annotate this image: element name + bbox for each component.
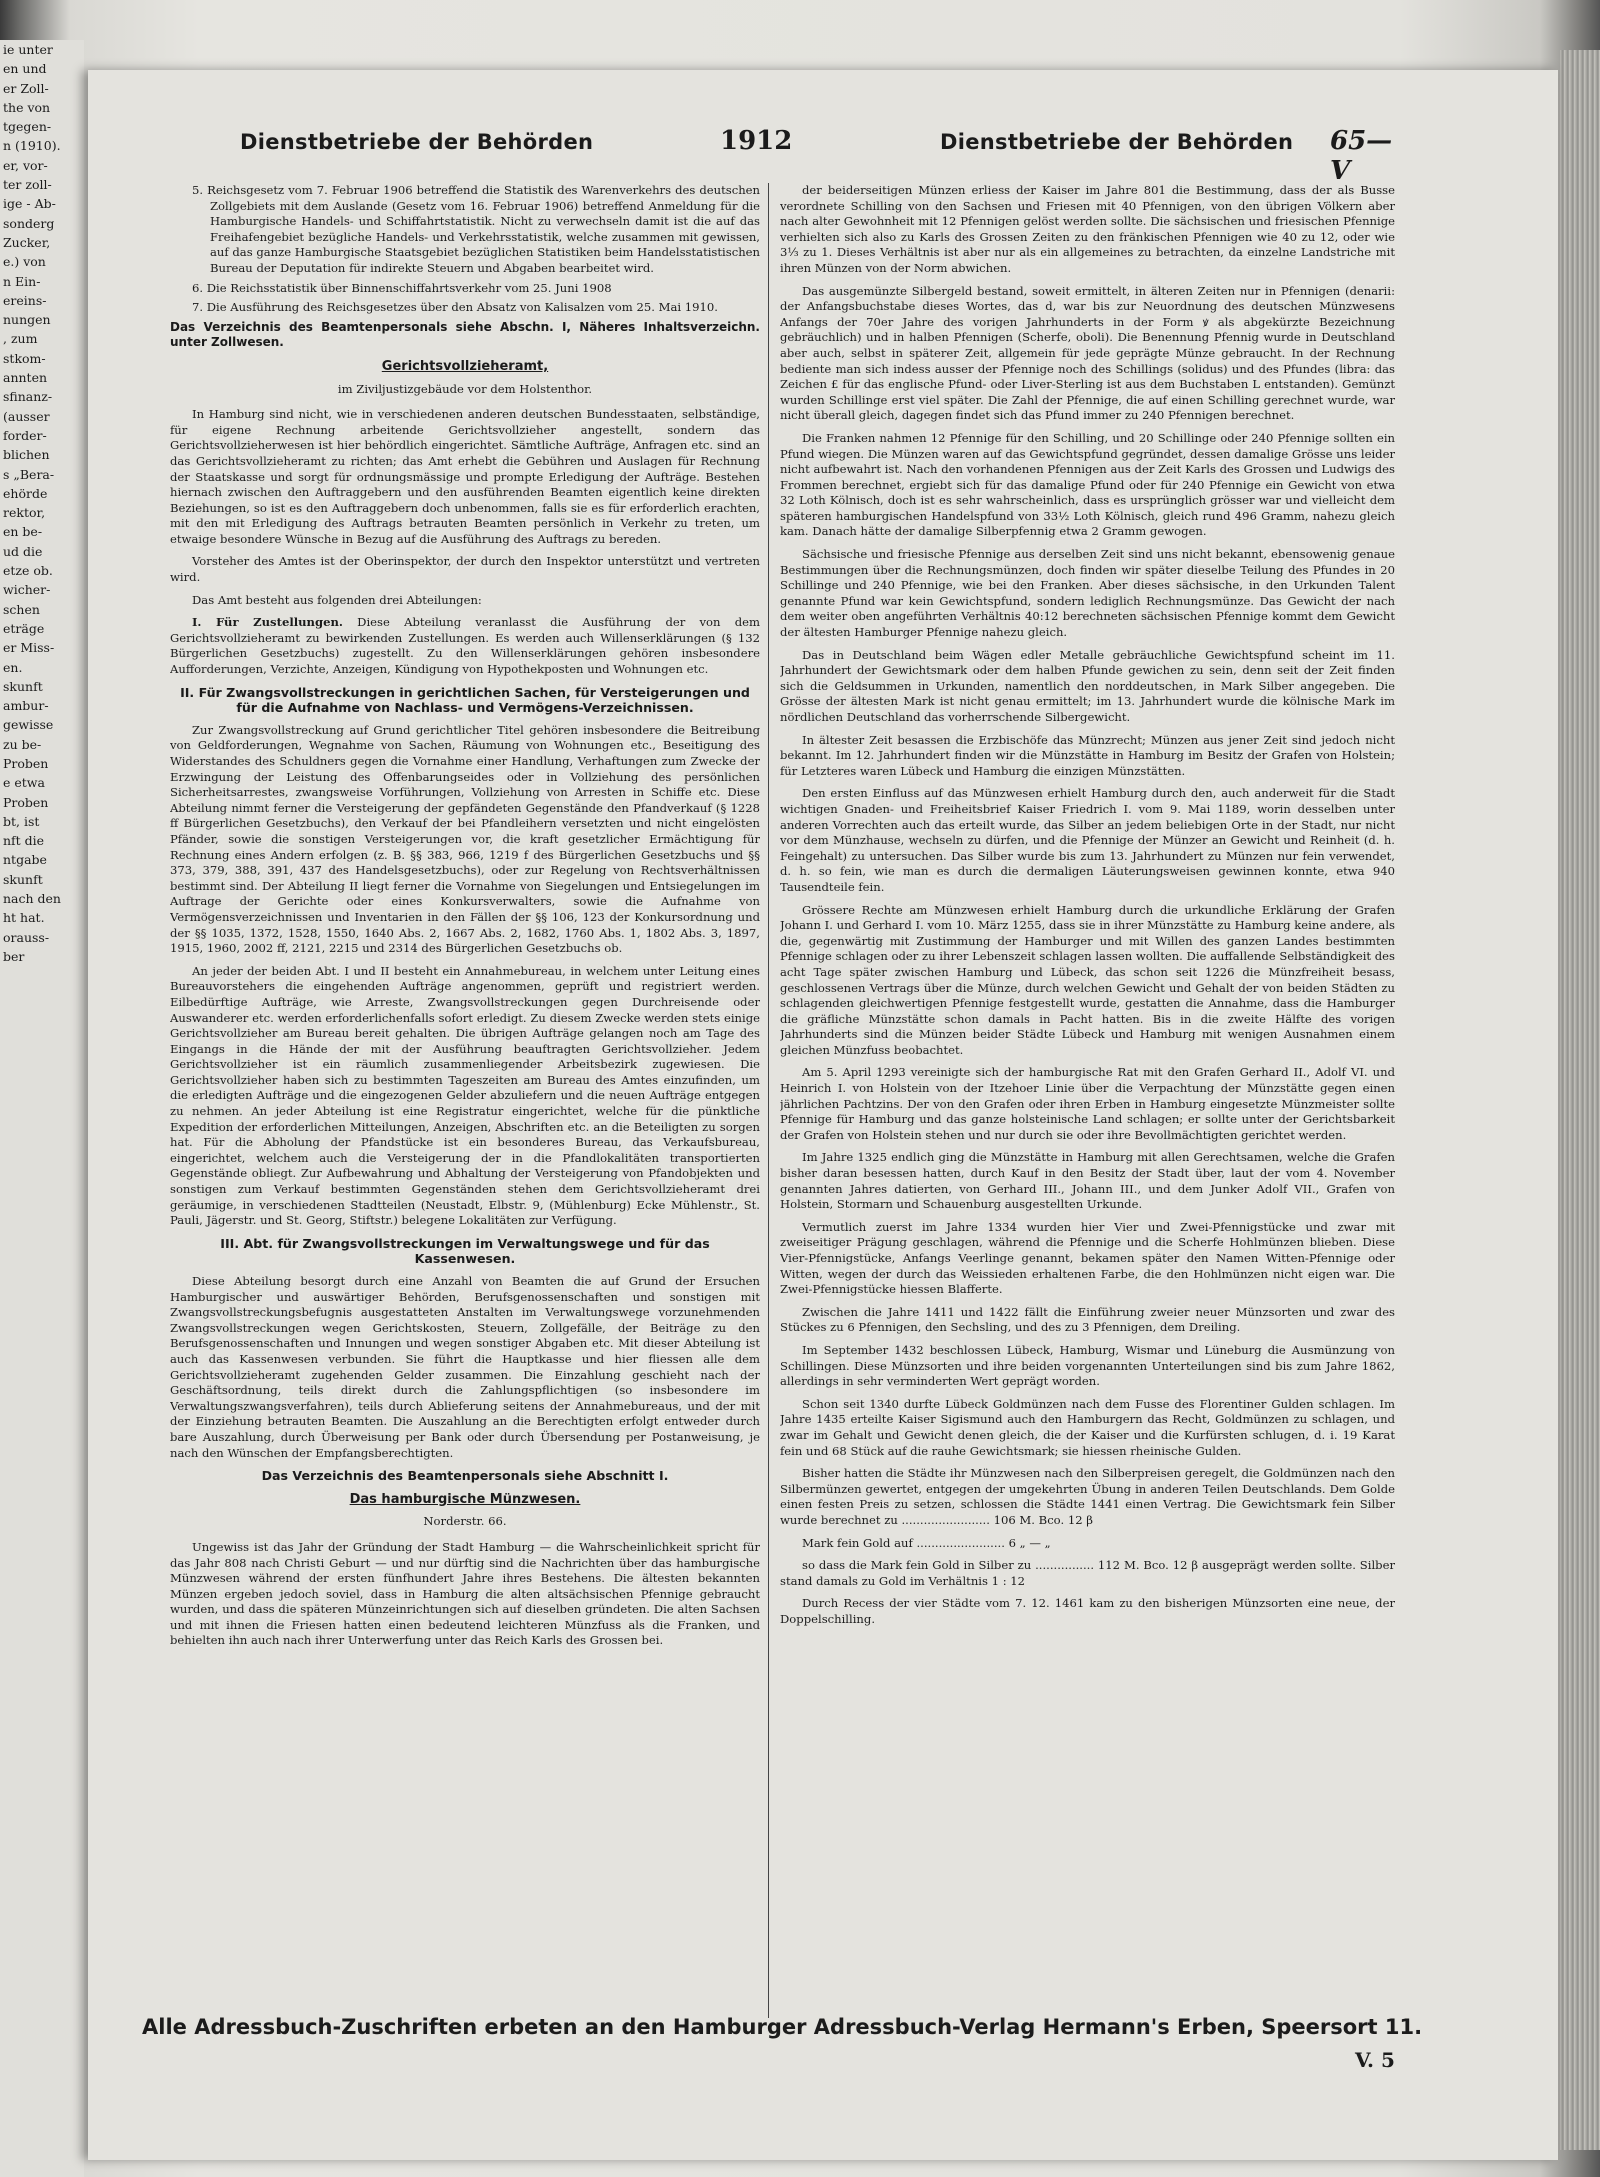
list-item: 7. Die Ausführung des Reichsgesetzes über den Absatz von Kalisalzen vom 25. Mai 1910. xyxy=(192,300,718,315)
edge-text-fragment: ambur- xyxy=(3,698,49,714)
edge-text-fragment: skunft xyxy=(3,871,43,887)
paragraph: Die Franken nahmen 12 Pfennige für den Schilling, und 20 Schillinge oder 240 Pfennige sollten ein Pfund wiegen. Die Münzen waren auf das Gewichtspfund gegründet, dessen damalige Grösse uns leider nicht aufbewahrt ist. Nach den vorhandenen Pfennigen aus der Zeit Karls des Grossen und Ludwigs des Frommen berechnet, ergiebt sich für das damalige Pfund oder für 240 Pfennige ein Gewicht von etwa 32 Loth Kölnisch, doch ist es sehr wahrscheinlich, dass es ursprünglich grösser war und vielleicht dem späteren hamburgischen Handelspfund von 33½ Loth Kölnisch, gleich rund 496 Gramm, nahezu gleich kam. Danach hätte der damalige Silberpfennig etwa 2 Gramm gewogen. xyxy=(780,430,1395,539)
edge-text-fragment: e.) von xyxy=(3,254,46,270)
paragraph: der beiderseitigen Münzen erliess der Kaiser im Jahre 801 die Bestimmung, dass der als Busse verordnete Schilling von den Sachsen und Friesen mit 40 Pfennigen, von den übrigen Völkern aber nach alter Gewohnheit mit 12 Pfennigen gelöst werden sollte. Die sächsischen und friesischen Pfennige verhielten sich also zu Karls des Grossen Zeiten zu den fränkischen Pfennigen wie 40 zu 12, oder wie 3⅓ zu 1. Dieses Verhältnis ist aber nur als ein allgemeines zu betrachten, da einzelne Landstriche mit ihren Münzen von der Norm abwichen. xyxy=(780,183,1395,275)
edge-text-fragment: sfinanz- xyxy=(3,389,53,405)
section-title: III. Abt. für Zwangsvollstreckungen im Verwaltungswege und für das Kassenwesen. xyxy=(220,1235,710,1267)
edge-text-fragment: (ausser xyxy=(3,408,50,424)
paragraph: Sächsische und friesische Pfennige aus derselben Zeit sind uns nicht bekannt, ebensowenig genaue Bestimmungen über die Rechnungsmünzen, doch finden wir später dieselbe Teilung des Pfundes in 20 Schillinge und 240 Pfennige, wie bei den Franken. Aber dieses sächsische, in den Urkunden Talent genannte Pfund war kein Gewichtspfund, sondern lediglich Rechnungsmünze. Das Gewicht der nach dem weiter oben angeführten Verhältnis 40:12 berechneten sächsischen Pfennige kommt dem Gewicht der ältesten Hamburger Pfennige nahezu gleich. xyxy=(780,547,1395,640)
paragraph: Mark fein Gold auf ........................ 6 „ — „ xyxy=(802,1535,1051,1550)
edge-text-fragment: n (1910). xyxy=(3,138,61,154)
edge-text-fragment: en und xyxy=(3,61,47,77)
edge-text-fragment: Proben xyxy=(3,794,49,810)
edge-text-fragment: ereins- xyxy=(3,292,47,308)
edge-text-fragment: ige - Ab- xyxy=(3,196,56,212)
edge-text-fragment: skunft xyxy=(3,678,43,694)
edge-text-fragment: ntgabe xyxy=(3,852,47,868)
section-heading: Das hamburgische Münzwesen. xyxy=(349,1491,581,1507)
edge-text-fragment: en. xyxy=(3,659,23,675)
edge-text-fragment: forder- xyxy=(3,427,47,443)
paragraph: Zwischen die Jahre 1411 und 1422 fällt die Einführung zweier neuer Münzsorten und zwar des Stückes zu 6 Pfennigen, den Sechsling, und des zu 3 Pfennigen, dem Dreiling. xyxy=(780,1304,1395,1335)
edge-text-fragment: nungen xyxy=(3,312,51,328)
edge-text-fragment: nach den xyxy=(3,891,61,907)
footer-advert: Alle Adressbuch-Zuschriften erbeten an den Hamburger Adressbuch-Verlag Hermann's Erben, Speersort 11. xyxy=(142,2015,1423,2039)
edge-text-fragment: eträge xyxy=(3,620,45,636)
page-header xyxy=(150,124,1400,186)
edge-text-fragment: nft die xyxy=(3,833,45,849)
paragraph: Vermutlich zuerst im Jahre 1334 wurden hier Vier und Zwei-Pfennigstücke und zwar mit zweiseitiger Prägung geschlagen, während die Pfennige und die Scherfe Hohlmünzen blieben. Diese Vier-Pfennigstücke, Anfangs Veerlinge genannt, bekamen später den Namen Witten-Pfennige oder Witten, wegen der durch das Weissieden erhaltenen Farbe, die den Hohlmünzen nicht eigen war. Die Zwei-Pfennigstücke hiessen Blafferte. xyxy=(780,1219,1395,1297)
edge-text-fragment: zu be- xyxy=(3,736,42,752)
previous-page-edge xyxy=(0,40,84,2177)
edge-text-fragment: ter zoll- xyxy=(3,177,52,193)
section-text: Diese Abteilung veranlasst die Ausführung der von dem Gerichtsvollzieheramt zu bewirkenden Zustellungen. Es werden auch Willenserklärungen (§ 132 Bürgerlichen Gesetzbuchs) zugestellt. Zu den Willenserklärungen gehören insbesondere Aufforderungen, Verzichte, Anzeigen, Kündigung von Hypothekposten und Wohnungen etc. xyxy=(170,615,760,677)
paragraph: Durch Recess der vier Städte vom 7. 12. 1461 kam zu den bisherigen Münzsorten eine neue, der Doppelschilling. xyxy=(780,1596,1395,1626)
section-heading: Gerichtsvollzieheramt, xyxy=(381,358,549,374)
paragraph: Das ausgemünzte Silbergeld bestand, soweit ermittelt, in älteren Zeiten nur in Pfennigen (denarii: der Anfangsbuchstabe dieses Wortes, das d, war bis zur Neuordnung des deutschen Münzwesens Anfangs der 70er Jahre des vorigen Jahrhunderts in der Form ꝟ als abgekürzte Bezeichnung gebräuchlich) und in halben Pfennigen (Scherfe, oboli). Die Benennung Pfennig wurde in Deutschland aber auch, selbst in späterer Zeit, allgemein für jede geprägte Münze gebraucht. In der Rechnung bediente man sich indess ausser der Pfennige noch des Schillings (solidus) und des Pfundes (libra: das Zeichen £ für das englische Pfund- oder Liver-Sterling ist aus dem Buchstaben L entstanden). Gemünzt wurden Schillinge erst viel später. Die Zahl der Pfennige, die auf einen Schilling gerechnet wurde, war nicht überall gleich, dagegen findet sich das Pfund immer zu 240 Pfennigen berechnet. xyxy=(780,283,1395,423)
personnel-note: Das Verzeichnis des Beamtenpersonals siehe Abschnitt I. xyxy=(261,1468,669,1484)
paragraph: Bisher hatten die Städte ihr Münzwesen nach den Silberpreisen geregelt, die Goldmünzen nach den Silbermünzen gewertet, entgegen der umgekehrten Übung in anderen Teilen Deutschlands. Dem Golde einen festen Preis zu setzen, schlossen die Städte 1441 einen Vertrag. Die Gewichtsmark fein Silber wurde berechnet zu ........................ 106 M. Bco. 12 β xyxy=(780,1466,1395,1527)
section-title: I. Für Zustellungen. xyxy=(192,615,343,630)
paragraph xyxy=(170,615,760,677)
paragraph: Zur Zwangsvollstreckung auf Grund gerichtlicher Titel gehören insbesondere die Beitreibung von Geldforderungen, Wegnahme von Sachen, Räumung von Wohnungen etc., Beseitigung des Widerstandes des Schuldners gegen die Vornahme einer Handlung, Verhaftungen zum Zwecke der Erzwingung der Leistung des Offenbarungseides oder in Vollziehung des persönlichen Sicherheitsarrestes, zwangsweise Vorführungen, Vollziehung von Arresten in Schiffe etc. Diese Abteilung nimmt ferner die Versteigerung der gepfändeten Gegenstände den Pfandverkauf (§ 1228 ff Bürgerlichen Gesetzbuchs), den Verkauf der bei Pfandleihern versetzten und nicht eingelösten Pfänder, sowie die sonstigen Versteigerungen vor, die kraft gesetzlicher Ermächtigung für Rechnung eines Andern erfolgen (z. B. §§ 383, 966, 1219 f des Bürgerlichen Gesetzbuchs und §§ 373, 379, 388, 391, 437 des Handelsgesetzbuchs), oder zur Regelung von Rechtsverhältnissen bestimmt sind. Der Abteilung II liegt ferner die Vornahme von Siegelungen und Entsiegelungen im Auftrage der Gerichte oder eines Konkursverwalters, sowie die Aufnahme von Vermögensverzeichnissen und Inventarien in den Fällen der §§ 106, 123 der Konkursordnung und der §§ 1035, 1372, 1528, 1550, 1640 Abs. 2, 1667 Abs. 2, 1682, 1760 Abs. 1, 1802 Abs. 3, 1897, 1915, 1960, 2002 ff, 2121, 2215 und 2314 des Bürgerlichen Gesetzbuchs ob. xyxy=(170,722,760,956)
header-right-title: Dienstbetriebe der Behörden xyxy=(940,130,1294,154)
edge-text-fragment: the von xyxy=(3,99,51,115)
paragraph: Ungewiss ist das Jahr der Gründung der Stadt Hamburg — die Wahrscheinlichkeit spricht für das Jahr 808 nach Christi Geburt — und nur dürftig sind die Nachrichten über das hamburgische Münzwesen während der ersten fünfhundert Jahre ihres Bestehens. Die ältesten bekannten Münzen ergeben jedoch soviel, dass in Hamburg die alten altsächsischen Pfennige gebraucht wurden, und dass die späteren Münzeinrichtungen sich auf dieselben gründeten. Die alten Sachsen und mit ihnen die Friesen hatten einen bedeutend leichteren Münzfuss als die Franken, und behielten ihn auch nach ihrer Unterwerfung unter das Reich Karls des Grossen bei. xyxy=(170,1539,760,1648)
edge-text-fragment: gewisse xyxy=(3,717,54,733)
edge-text-fragment: bt, ist xyxy=(3,813,40,829)
edge-text-fragment: ber xyxy=(3,948,25,964)
page-number: 65—V xyxy=(1330,126,1393,186)
edge-text-fragment: s „Bera- xyxy=(3,466,55,482)
paragraph: Schon seit 1340 durfte Lübeck Goldmünzen nach dem Fusse des Florentiner Gulden schlagen. Im Jahre 1435 erteilte Kaiser Sigismund auch den Hamburgern das Recht, Goldmünzen zu schlagen, und zwar im Gehalt und Gewicht denen gleich, die der Kaiser und die Kurfürsten schlugen, d. i. 19 Karat fein und 68 Stück auf die rauhe Gewichtsmark; sie hiessen rheinische Gulden. xyxy=(780,1396,1395,1458)
edge-text-fragment: schen xyxy=(3,601,40,617)
section-subheading: im Ziviljustizgebäude vor dem Holstenthor. xyxy=(337,381,593,396)
edge-text-fragment: er Miss- xyxy=(3,640,55,656)
left-column xyxy=(170,183,760,2018)
list-item: 5. Reichsgesetz vom 7. Februar 1906 betreffend die Statistik des Warenverkehrs des deutschen Zollgebiets mit dem Auslande (Gesetz vom 16. Februar 1906) betreffend Anmeldung für die Hamburgische Handels- und Schiffahrtstatistik. Nicht zu verwechseln damit ist die auf das Freihafengebiet bezügliche Handels- und Verkehrsstatistik, welche zusammen mit gewissen, auf das ganze Hamburgische Staatsgebiet bezüglichen Statistiken beim Handelsstatistischen Bureau der Deputation für indirekte Steuern und Abgaben bearbeitet wird. xyxy=(192,183,760,275)
edge-text-fragment: er, vor- xyxy=(3,157,48,173)
paragraph: Das in Deutschland beim Wägen edler Metalle gebräuchliche Gewichtspfund scheint im 11. Jahrhundert der Gewichtsmark oder dem halben Pfunde gewichen zu sein, denn seit der Zeit finden sich die Geldsummen in Urkunden, namentlich den norddeutschen, in Mark Silber angegeben. Die Grösse der ältesten Mark ist nicht genau ermittelt; im 13. Jahrhundert wurde die kölnische Mark im nördlichen Deutschland das vorherrschende Silbergewicht. xyxy=(780,647,1395,724)
paragraph: Im Jahre 1325 endlich ging die Münzstätte in Hamburg mit allen Gerechtsamen, welche die Grafen bisher daran besessen hatten, durch Kauf in den Besitz der Stadt über, laut der vom 4. November genannten Jahres datierten, von Gerhard III., Johann III., und dem Junker Adolf VII., Grafen von Holstein, Stormarn und Schauenburg ausgestellten Urkunde. xyxy=(780,1150,1395,1212)
paragraph: Das Amt besteht aus folgenden drei Abteilungen: xyxy=(192,592,482,607)
edge-text-fragment: rektor, xyxy=(3,505,46,521)
edge-text-fragment: Proben xyxy=(3,755,49,771)
section-title: II. Für Zwangsvollstreckungen in gerichtlichen Sachen, für Versteigerungen und für die Aufnahme von Nachlass- und Vermögens-Verzeichnissen. xyxy=(180,684,750,716)
paragraph: Vorsteher des Amtes ist der Oberinspektor, der durch den Inspektor unterstützt und vertreten wird. xyxy=(170,554,760,585)
list-item: 6. Die Reichsstatistik über Binnenschiffahrtsverkehr vom 25. Juni 1908 xyxy=(192,280,612,295)
edge-text-fragment: ud die xyxy=(3,543,43,559)
paragraph: In ältester Zeit besassen die Erzbischöfe das Münzrecht; Münzen aus jener Zeit sind jedoch nicht bekannt. Im 12. Jahrhundert finden wir die Münzstätte in Hamburg im Besitz der Grafen von Holstein; für Letzteres waren Lübeck und Hamburg die einzigen Münzstätten. xyxy=(780,732,1395,778)
edge-text-fragment: ehörde xyxy=(3,485,48,501)
edge-text-fragment: en be- xyxy=(3,524,43,540)
edge-text-fragment: sonderg xyxy=(3,215,55,231)
book-page-edges xyxy=(1560,50,1600,2150)
column-divider xyxy=(768,183,769,2018)
edge-text-fragment: e etwa xyxy=(3,775,45,791)
edge-text-fragment: er Zoll- xyxy=(3,80,49,96)
edge-text-fragment: wicher- xyxy=(3,582,51,598)
paragraph: Diese Abteilung besorgt durch eine Anzahl von Beamten die auf Grund der Ersuchen Hamburgischer und auswärtiger Behörden, Berufsgenossenschaften und sonstigen mit Zwangsvollstreckungsbefugnis ausgestatteten Anstalten im Verwaltungswege vorzunehmenden Zwangsvollstreckungen wegen Gerichtskosten, Steuern, Zollgefälle, der Beiträge zu den Berufsgenossenschaften und Innungen und wegen sonstiger Abgaben etc. Mit dieser Abteilung ist auch das Kassenwesen verbunden. Sie führt die Hauptkasse und hier fliessen alle dem Gerichtsvollzieheramt zugehenden Gelder zusammen. Die Einzahlung geschieht nach der Geschäftsordnung, teils direkt durch die Zahlungspflichtigen (so insbesondere im Verwaltungszwangsverfahren), teils durch Ablieferung seitens der Annahmebureaus, und der mit der Einziehung betrauten Beamten. Die Auszahlung an die Berechtigten erfolgt entweder durch bare Auszahlung, durch Überweisung per Bank oder durch Übersendung per Postanweisung, je nach den Wünschen der Empfangsberechtigten. xyxy=(170,1274,760,1460)
signature-mark: V. 5 xyxy=(1355,2048,1395,2072)
edge-text-fragment: stkom- xyxy=(3,350,46,366)
paragraph: so dass die Mark fein Gold in Silber zu ................ 112 M. Bco. 12 β ausgeprägt werden sollte. Silber stand damals zu Gold im Verhältnis 1 : 12 xyxy=(780,1558,1395,1588)
edge-text-fragment: tgegen- xyxy=(3,119,52,135)
section-subheading: Norderstr. 66. xyxy=(423,1514,507,1529)
edge-text-fragment: n Ein- xyxy=(3,273,41,289)
edge-text-fragment: , zum xyxy=(3,331,38,347)
paragraph: Im September 1432 beschlossen Lübeck, Hamburg, Wismar und Lüneburg die Ausmünzung von Schillingen. Diese Münzsorten und ihre beiden vorgenannten Unterteilungen sind bis zum Jahre 1862, allerdings in sehr verminderten Wert geprägt worden. xyxy=(780,1342,1395,1389)
header-left-title: Dienstbetriebe der Behörden xyxy=(240,130,594,154)
edge-text-fragment: ie unter xyxy=(3,42,53,57)
edge-text-fragment: annten xyxy=(3,370,48,386)
edge-text-fragment: etze ob. xyxy=(3,563,53,579)
paragraph: Am 5. April 1293 vereinigte sich der hamburgische Rat mit den Grafen Gerhard II., Adolf VI. und Heinrich I. von Holstein von der Itzehoer Linie über die Verpachtung der Münzstätte gegen einen jährlichen Pachtzins. Der von den Grafen oder ihren Erben in Hamburg eingesetzte Münzmeister sollte Pfennige für Hamburg und das ganze holsteinische Land schlagen; er sollte unter der Gerichtsbarkeit der Grafen von Holstein stehen und nur durch sie oder ihre Bevollmächtigten gerichtet werden. xyxy=(780,1065,1395,1142)
paragraph: Grössere Rechte am Münzwesen erhielt Hamburg durch die urkundliche Erklärung der Grafen Johann I. und Gerhard I. vom 10. März 1255, dass sie in ihrer Münzstätte zu Hamburg keine andere, als die, gegenwärtig mit Zustimmung der Hamburger und mit Willen des ganzen Landes bestimmten Pfennige schlagen oder zu ihrer Lebenszeit schlagen lassen wollten. Die auffallende Selbständigkeit des acht Tage später zwischen Hamburg und Lübeck, das schon seit 1226 die Münzfreiheit besass, geschlossenen Vertrags über die Münze, durch welchen Gewicht und Gehalt der von beiden Städten zu schlagenden gleichwertigen Pfennige festgestellt wurde, gestatten die Annahme, dass die Hamburger die gräfliche Münzstätte schon damals in Pacht hatten. Bis in die zweite Hälfte des vorigen Jahrhunderts sind die Münzen beider Städte Lübeck und Hamburg mit wenigen Ausnahmen einem gleichen Münzfuss beobachtet. xyxy=(780,902,1395,1057)
right-column xyxy=(780,183,1395,2018)
paragraph: Den ersten Einfluss auf das Münzwesen erhielt Hamburg durch den, auch anderweit für die Stadt wichtigen Gnaden- und Freiheitsbrief Kaiser Friedrich I. vom 9. Mai 1189, worin desselben unter anderen Vorrechten auch das erteilt wurde, das Silber an jedem beliebigen Orte in der Stadt, nur nicht vor dem Münzhause, wechseln zu dürfen, und die Pfennige der Münzer an Gewicht und Reinheit (d. h. Feingehalt) zu untersuchen. Das Silber wurde bis zum 13. Jahrhundert zu Münzen nur fein verwendet, d. h. so fein, wie man es durch die dermaligen Läuterungsweisen gewinnen konnte, etwa 940 Tausendteile fein. xyxy=(780,786,1395,894)
edge-text-fragment: ht hat. xyxy=(3,910,45,926)
header-year: 1912 xyxy=(720,126,793,156)
paragraph: An jeder der beiden Abt. I und II besteht ein Annahmebureau, in welchem unter Leitung eines Bureauvorstehers die eingehenden Aufträge angenommen, geprüft und registriert werden. Eilbedürftige Aufträge, wie Arreste, Zwangsvollstreckungen gegen Durchreisende oder Auswanderer etc. werden erforderlichenfalls sofort erledigt. Zu diesem Zwecke werden stets einige Gerichtsvollzieher am Bureau bereit gehalten. Die übrigen Aufträge gelangen noch am Tage des Eingangs in die Hände der mit der Ausführung beauftragten Gerichtsvollzieher. Jedem Gerichtsvollzieher ist ein räumlich zusammenliegender Arbeitsbezirk zugewiesen. Die Gerichtsvollzieher haben sich zu bestimmten Tageszeiten am Bureau des Amtes einzufinden, um die erledigten Aufträge und die eingezogenen Gelder abzuliefern und die neuen Aufträge entgegen zu nehmen. An jeder Abteilung ist eine Registratur eingerichtet, welche für die pünktliche Expedition der erforderlichen Mitteilungen, Anzeigen, Abschriften etc. an die Beteiligten zu sorgen hat. Für die Abholung der Pfandstücke ist ein besonderes Bureau, das Verkaufsbureau, eingerichtet, welchem auch die Versteigerung der in die Pfandlokalitäten transportierten Gegenstände obliegt. Zur Aufbewahrung und Abhaltung der Versteigerung von Pfandobjekten und sonstigen zum Verkauf bestimmten Gegenständen stehen dem Gerichtsvollzieheramt drei geräumige, in verschiedenen Stadtteilen (Neustadt, Elbstr. 9, (Mühlenburg) Ecke Mühlenstr., St. Pauli, Jägerstr. und St. Georg, Stiftstr.) belegene Lokalitäten zur Verfügung. xyxy=(170,963,760,1228)
paragraph: In Hamburg sind nicht, wie in verschiedenen anderen deutschen Bundesstaaten, selbständige, für eigene Rechnung arbeitende Gerichtsvollzieher angestellt, sondern das Gerichtsvollzieherwesen ist hier behördlich eingerichtet. Sämtliche Aufträge, Anfragen etc. sind an das Gerichtsvollzieheramt zu richten; das Amt erhebt die Gebühren und Auslagen für Rechnung der Staatskasse und sorgt für ordnungsmässige und prompte Erledigung der Aufträge. Bestehen hiernach zwischen den Auftraggebern und den ausführenden Beamten eigentlich keine direkten Beziehungen, so ist es den Auftraggebern doch unbenommen, falls sie es für erforderlich erachten, mit den mit Erledigung des Auftrags betrauten Beamten persönlich in Verkehr zu treten, um etwaige besondere Wünsche in Bezug auf die Ausführung des Auftrags zu bereden. xyxy=(170,407,760,546)
edge-text-fragment: orauss- xyxy=(3,929,50,945)
edge-text-fragment: Zucker, xyxy=(3,234,51,250)
edge-text-fragment: blichen xyxy=(3,447,50,463)
personnel-note: Das Verzeichnis des Beamtenpersonals siehe Abschn. I, Näheres Inhaltsverzeichn. unter Zollwesen. xyxy=(170,319,760,350)
